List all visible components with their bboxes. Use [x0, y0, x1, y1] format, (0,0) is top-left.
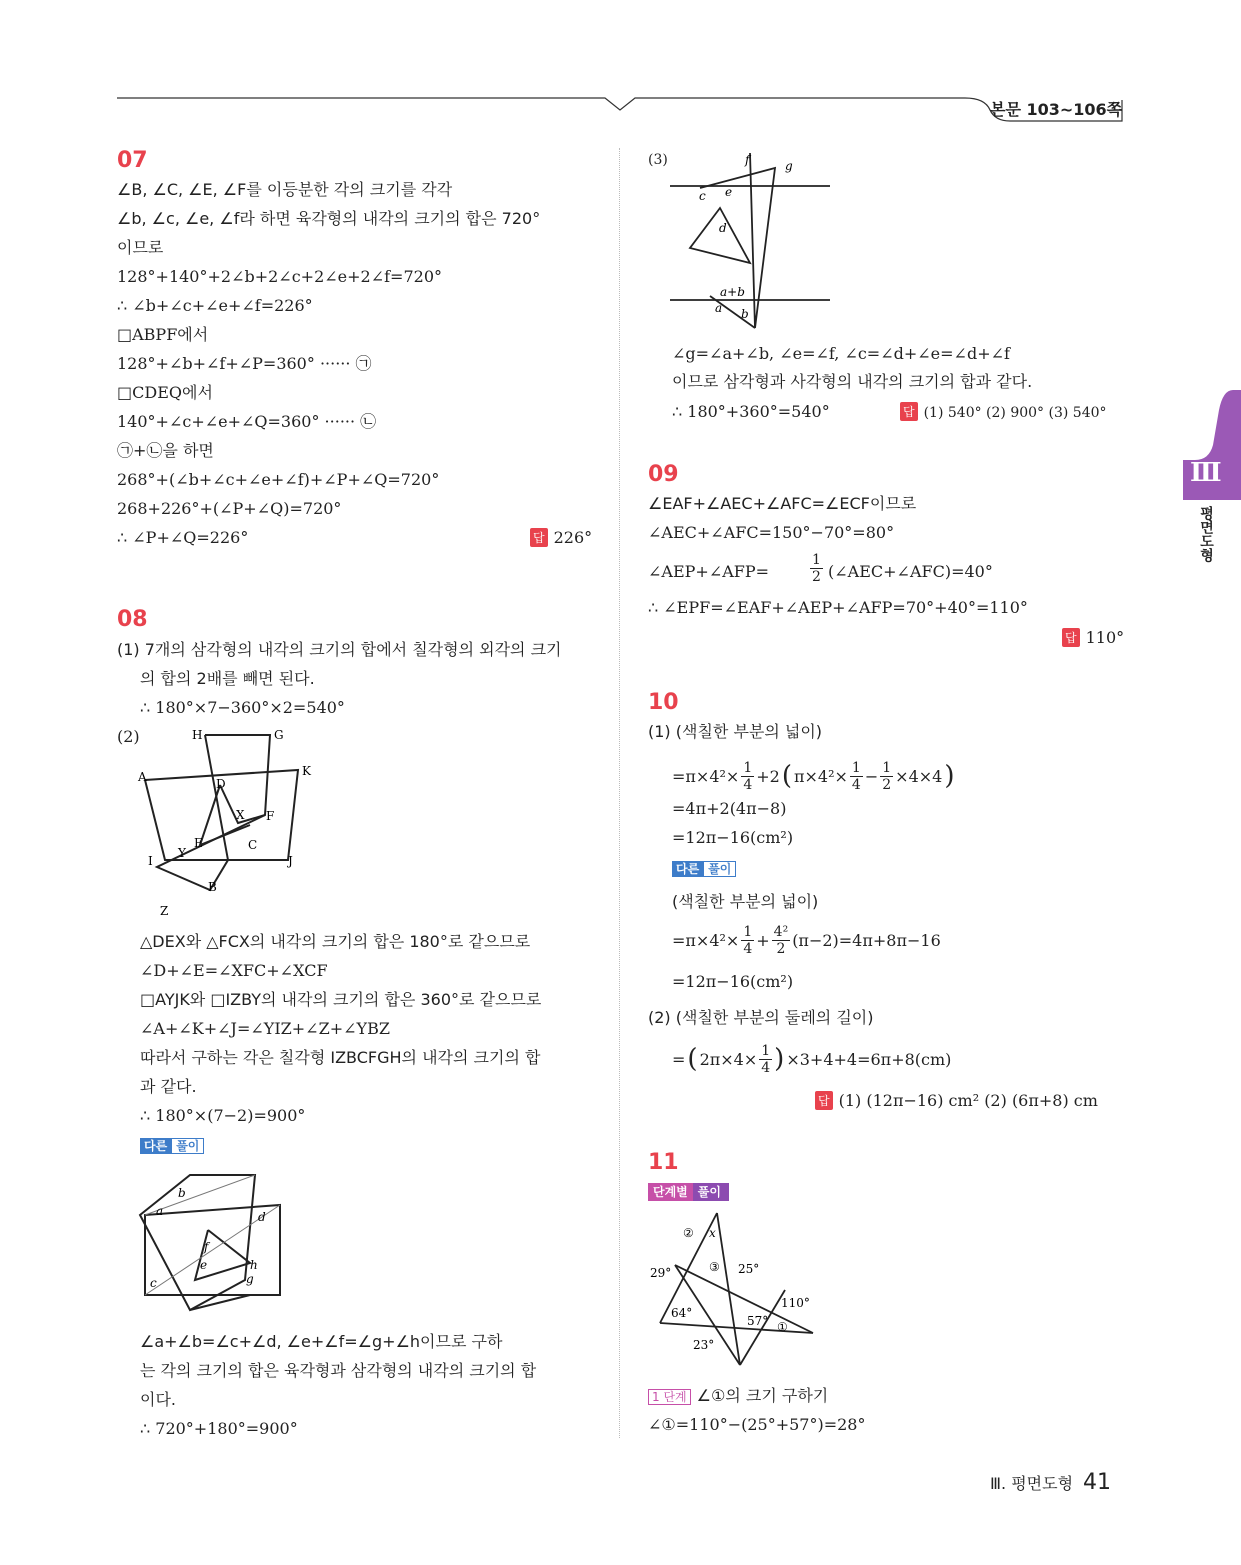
fig1-label: G [274, 728, 284, 742]
q09-line: ∠AEC+∠AFC=150°−70°=80° [648, 523, 895, 542]
q11-step1: 1 단계 ∠①의 크기 구하기 [648, 1386, 828, 1407]
answer-badge: 답 [900, 402, 918, 421]
fig3-label: a+b [720, 285, 745, 299]
fig4-label: 64° [671, 1306, 693, 1320]
fig1-label: K [302, 764, 311, 778]
fig1-label: C [248, 838, 258, 852]
q08-line: ∴ 180°×7−360°×2=540° [140, 698, 345, 717]
q10-eq1: =π×4²× $\frac{1}{4}$ +2 ( π×4²× $\frac{1}{4}$ − $\frac{1}{2}$ ×4×4 ) [672, 759, 955, 793]
fig1-label: D [216, 777, 226, 791]
page-range: 본문 103~106쪽 [990, 100, 1123, 119]
q08-answer [900, 402, 1107, 421]
q08-part3-label: (3) [648, 152, 668, 168]
fig4-label: 25° [738, 1262, 760, 1276]
page-number: 41 [1083, 1470, 1112, 1495]
fig2-label: g [246, 1272, 254, 1286]
other-solution-badge: 다른 풀이 [672, 860, 736, 877]
q08-line: ∠a+∠b=∠c+∠d, ∠e+∠f=∠g+∠h이므로 구하 [140, 1332, 503, 1351]
answer-badge: 답 [530, 528, 548, 547]
q08-part2-label: (2) [117, 727, 140, 746]
q07-line: □CDEQ에서 [117, 383, 213, 402]
q10-answer [815, 1091, 1098, 1110]
column-divider [619, 148, 620, 1438]
fig3-label: a [715, 301, 723, 315]
fig1-label: Z [160, 904, 169, 918]
q09-answer-value: 110° [1085, 628, 1125, 647]
q08-line: 는 각의 크기의 합은 육각형과 삼각형의 내각의 크기의 합 [140, 1361, 537, 1380]
q07-line: ∠B, ∠C, ∠E, ∠F를 이등분한 각의 크기를 각각 [117, 180, 453, 199]
fig3-label: f [745, 153, 750, 167]
fig1-label: B [208, 880, 217, 894]
q08-line: 따라서 구하는 각은 칠각형 IZBCFGH의 내각의 크기의 합 [140, 1048, 541, 1067]
figure-heptagon-star [130, 725, 330, 925]
fig1-label: Y [178, 846, 186, 860]
q07-line: 128°+∠b+∠f+∠P=360° ······ ㉠ [117, 354, 372, 373]
fig2-label: a [156, 1204, 164, 1218]
q07-line: 268°+(∠b+∠c+∠e+∠f)+∠P+∠Q=720° [117, 470, 440, 489]
q07-answer [530, 528, 592, 547]
fig3-label: g [785, 159, 793, 173]
fig3-label: e [725, 185, 733, 199]
q07-line: 140°+∠c+∠e+∠Q=360° ······ ㉡ [117, 412, 377, 431]
q08r-line: ∠g=∠a+∠b, ∠e=∠f, ∠c=∠d+∠e=∠d+∠f [672, 344, 1010, 363]
q08r-line: 이므로 삼각형과 사각형의 내각의 크기의 합과 같다. [672, 372, 1033, 391]
fig1-label: A [138, 770, 147, 784]
fig2-label: f [204, 1240, 209, 1254]
fig3-label: d [719, 221, 727, 235]
q09-line: ∠EAF+∠AEC+∠AFC=∠ECF이므로 [648, 494, 917, 513]
question-09-number: 09 [648, 462, 679, 487]
q08-answer-value: (1) 540° (2) 900° (3) 540° [923, 405, 1107, 421]
fig4-label: 57° [747, 1314, 769, 1328]
fig1-label: H [192, 728, 203, 742]
answer-badge: 답 [1062, 628, 1080, 647]
q07-line: □ABPF에서 [117, 325, 209, 344]
fig4-label: 29° [650, 1266, 672, 1280]
chapter-label: 평면도형 [1198, 506, 1214, 562]
q10-line: =12π−16(cm²) [672, 828, 794, 847]
fig4-label: ① [777, 1320, 788, 1334]
q11-line: ∠①=110°−(25°+57°)=28° [648, 1415, 866, 1434]
q08-line: △DEX와 △FCX의 내각의 크기의 합은 180°로 같으므로 [140, 932, 531, 951]
q09-fraction: 1 2 [812, 552, 821, 585]
fig1-label: E [194, 836, 203, 850]
fig4-label: ③ [709, 1260, 720, 1274]
q07-line: 128°+140°+2∠b+2∠c+2∠e+2∠f=720° [117, 267, 442, 286]
q10-line: =12π−16(cm²) [672, 972, 794, 991]
question-07-number: 07 [117, 148, 148, 173]
page-footer: Ⅲ. 평면도형 41 [990, 1470, 1112, 1495]
q08-line: (1) 7개의 삼각형의 내각의 크기의 합에서 칠각형의 외각의 크기 [117, 640, 562, 659]
fig1-label: I [148, 854, 153, 868]
fig2-label: e [200, 1258, 208, 1272]
q08-line: □AYJK와 □IZBY의 내각의 크기의 합은 360°로 같으므로 [140, 990, 542, 1009]
q07-line: 이므로 [117, 238, 164, 257]
q08-line: ∴ 180°×(7−2)=900° [140, 1106, 306, 1125]
q09-line: ∴ ∠EPF=∠EAF+∠AEP+∠AFP=70°+40°=110° [648, 598, 1028, 617]
answer-badge: 답 [815, 1091, 833, 1110]
fig1-label: J [288, 854, 293, 868]
fig2-label: d [258, 1210, 266, 1224]
q10-answer-value: (1) (12π−16) cm² (2) (6π+8) cm [838, 1091, 1098, 1110]
question-10-number: 10 [648, 690, 679, 715]
q07-line: 268+226°+(∠P+∠Q)=720° [117, 499, 342, 518]
q10-eq2: =π×4²× $\frac{1}{4}$ + $\frac{\text{4²}}{2}$ (π−2)=4π+8π−16 [672, 923, 941, 957]
other-solution-badge: 다른 풀이 [140, 1137, 204, 1154]
q08-line: ∴ 720°+180°=900° [140, 1419, 298, 1438]
q08-line: 과 같다. [140, 1077, 197, 1096]
fig4-label: x [709, 1226, 716, 1240]
q08-line: 의 합의 2배를 빼면 된다. [140, 669, 315, 688]
chapter-roman: Ⅲ [1190, 458, 1222, 488]
fig2-label: c [150, 1276, 157, 1290]
q08-line: ∠A+∠K+∠J=∠YIZ+∠Z+∠YBZ [140, 1019, 390, 1038]
fig2-label: h [250, 1258, 258, 1272]
fig3-label: c [699, 189, 706, 203]
step-solution-badge: 단계별 풀이 [648, 1183, 729, 1200]
q08-line: ∠D+∠E=∠XFC+∠XCF [140, 961, 328, 980]
fig4-label: ② [683, 1226, 694, 1240]
question-08-number: 08 [117, 607, 148, 632]
q07-answer-value: 226° [553, 528, 593, 547]
fig4-label: 23° [693, 1338, 715, 1352]
figure-parallel-lines [665, 148, 845, 338]
fig4-label: 110° [781, 1296, 810, 1310]
q09-line: ∠AEP+∠AFP= [648, 562, 770, 581]
fig3-label: b [741, 307, 749, 321]
figure-star [645, 1205, 825, 1380]
q07-line: ∠b, ∠c, ∠e, ∠f라 하면 육각형의 내각의 크기의 합은 720° [117, 209, 541, 228]
q09-answer [1062, 628, 1124, 647]
q10-line: (2) (색칠한 부분의 둘레의 길이) [648, 1008, 874, 1027]
q10-line: (색칠한 부분의 넓이) [672, 892, 819, 911]
figure-hexagon-triangle [130, 1165, 310, 1325]
q08r-line: ∴ 180°+360°=540° [672, 402, 830, 421]
q08-line: 이다. [140, 1390, 176, 1409]
q07-line: ∴ ∠P+∠Q=226° [117, 528, 249, 547]
q07-line: ∴ ∠b+∠c+∠e+∠f=226° [117, 296, 313, 315]
q10-line: =4π+2(4π−8) [672, 799, 787, 818]
fig1-label: X [236, 808, 245, 822]
q07-line: ㉠+㉡을 하면 [117, 441, 214, 460]
fig2-label: b [178, 1186, 186, 1200]
fig1-label: F [266, 809, 275, 823]
q10-line: (1) (색칠한 부분의 넓이) [648, 722, 823, 741]
q09-line: (∠AEC+∠AFC)=40° [828, 562, 993, 581]
q10-eq3: = ( 2π×4× $\frac{1}{4}$ ) ×3+4+4=6π+8(cm) [672, 1042, 952, 1076]
question-11-number: 11 [648, 1150, 679, 1175]
